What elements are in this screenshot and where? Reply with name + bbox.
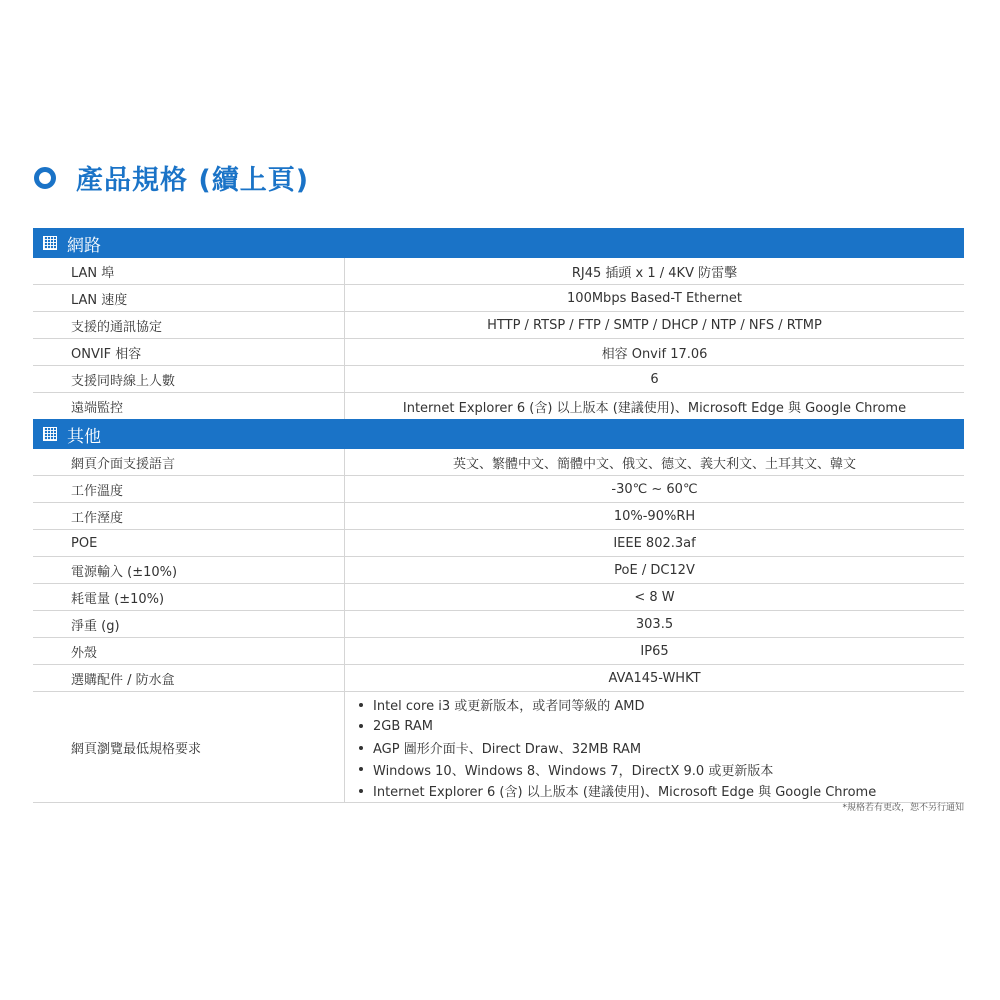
list-item-text: AGP 圖形介面卡、Direct Draw、32MB RAM [373, 742, 642, 758]
requirements-row [33, 692, 964, 803]
row-label: LAN 速度 [33, 285, 345, 311]
list-item [359, 780, 876, 802]
row-label: 網頁瀏覽最低規格要求 [33, 692, 345, 802]
list-item [359, 694, 644, 716]
row-value: 相容 Onvif 17.06 [601, 346, 708, 362]
row-value: RJ45 插頭 x 1 / 4KV 防雷擊 [571, 265, 738, 281]
row-label: 支援的通訊協定 [33, 312, 345, 338]
list-item-text: Windows 10、Windows 8、Windows 7，DirectX 9.0 或更新版本 [373, 763, 774, 779]
row-value: AVA145-WHKT [608, 670, 701, 686]
row-label: ONVIF 相容 [33, 339, 345, 365]
bullet-icon [359, 746, 363, 750]
table-row [33, 285, 964, 312]
row-value: Internet Explorer 6 (含) 以上版本 (建議使用)、Microsoft Edge 與 Google Chrome [402, 400, 907, 416]
table-row [33, 476, 964, 503]
requirements-list [345, 692, 964, 802]
table-row [33, 312, 964, 339]
table-row [33, 611, 964, 638]
row-label: 耗電量 (±10%) [33, 584, 345, 610]
row-value: IEEE 802.3af [613, 535, 696, 551]
grid-icon [43, 236, 57, 250]
row-value: < 8 W [634, 589, 675, 605]
table-row [33, 665, 964, 692]
row-label: 支援同時線上人數 [33, 366, 345, 392]
bullet-icon [359, 767, 363, 771]
row-value: PoE / DC12V [614, 562, 695, 578]
section-title: 網路 [67, 235, 101, 256]
row-label: 外殼 [33, 638, 345, 664]
page-title [34, 158, 309, 197]
row-value: 英文、繁體中文、簡體中文、俄文、德文、義大利文、土耳其文、韓文 [452, 456, 856, 472]
circle-bullet-icon [34, 167, 56, 189]
list-item-text: Internet Explorer 6 (含) 以上版本 (建議使用)、Microsoft Edge 與 Google Chrome [373, 785, 877, 801]
row-label: 電源輸入 (±10%) [33, 557, 345, 583]
section-header-other [33, 419, 964, 449]
page-title-text: 產品規格 (續上頁) [76, 165, 310, 196]
footnote: *規格若有更改，恕不另行通知 [842, 803, 964, 813]
list-item [359, 716, 433, 738]
spec-table [33, 228, 964, 803]
row-value: HTTP / RTSP / FTP / SMTP / DHCP / NTP / NFS / RTMP [487, 317, 822, 333]
table-row [33, 638, 964, 665]
section-title: 其他 [67, 426, 101, 447]
row-label: 工作溫度 [33, 476, 345, 502]
row-label: 工作溼度 [33, 503, 345, 529]
list-item [359, 759, 773, 781]
table-row [33, 393, 964, 419]
table-row [33, 339, 964, 366]
row-label: 網頁介面支援語言 [33, 449, 345, 475]
row-label: 選購配件 / 防水盒 [33, 665, 345, 691]
row-label: 淨重 (g) [33, 611, 345, 637]
row-value: -30℃ ~ 60℃ [611, 481, 698, 497]
table-row [33, 258, 964, 285]
grid-icon [43, 427, 57, 441]
list-item-text: Intel core i3 或更新版本，或者同等級的 AMD [373, 699, 645, 715]
bullet-icon [359, 703, 363, 707]
table-row [33, 366, 964, 393]
table-row [33, 557, 964, 584]
section-header-network [33, 228, 964, 258]
bullet-icon [359, 724, 363, 728]
table-row [33, 449, 964, 476]
row-value: 303.5 [635, 616, 674, 632]
table-row [33, 503, 964, 530]
bullet-icon [359, 789, 363, 793]
row-label: 遠端監控 [33, 393, 345, 419]
row-value: 100Mbps Based-T Ethernet [567, 290, 742, 306]
row-value: IP65 [640, 643, 669, 659]
list-item-text: 2GB RAM [373, 718, 434, 734]
row-value: 10%-90%RH [613, 508, 696, 524]
table-row [33, 530, 964, 557]
list-item [359, 737, 641, 759]
table-row [33, 584, 964, 611]
row-label: LAN 埠 [33, 258, 345, 284]
row-label: POE [33, 530, 345, 556]
row-value: 6 [650, 371, 659, 387]
